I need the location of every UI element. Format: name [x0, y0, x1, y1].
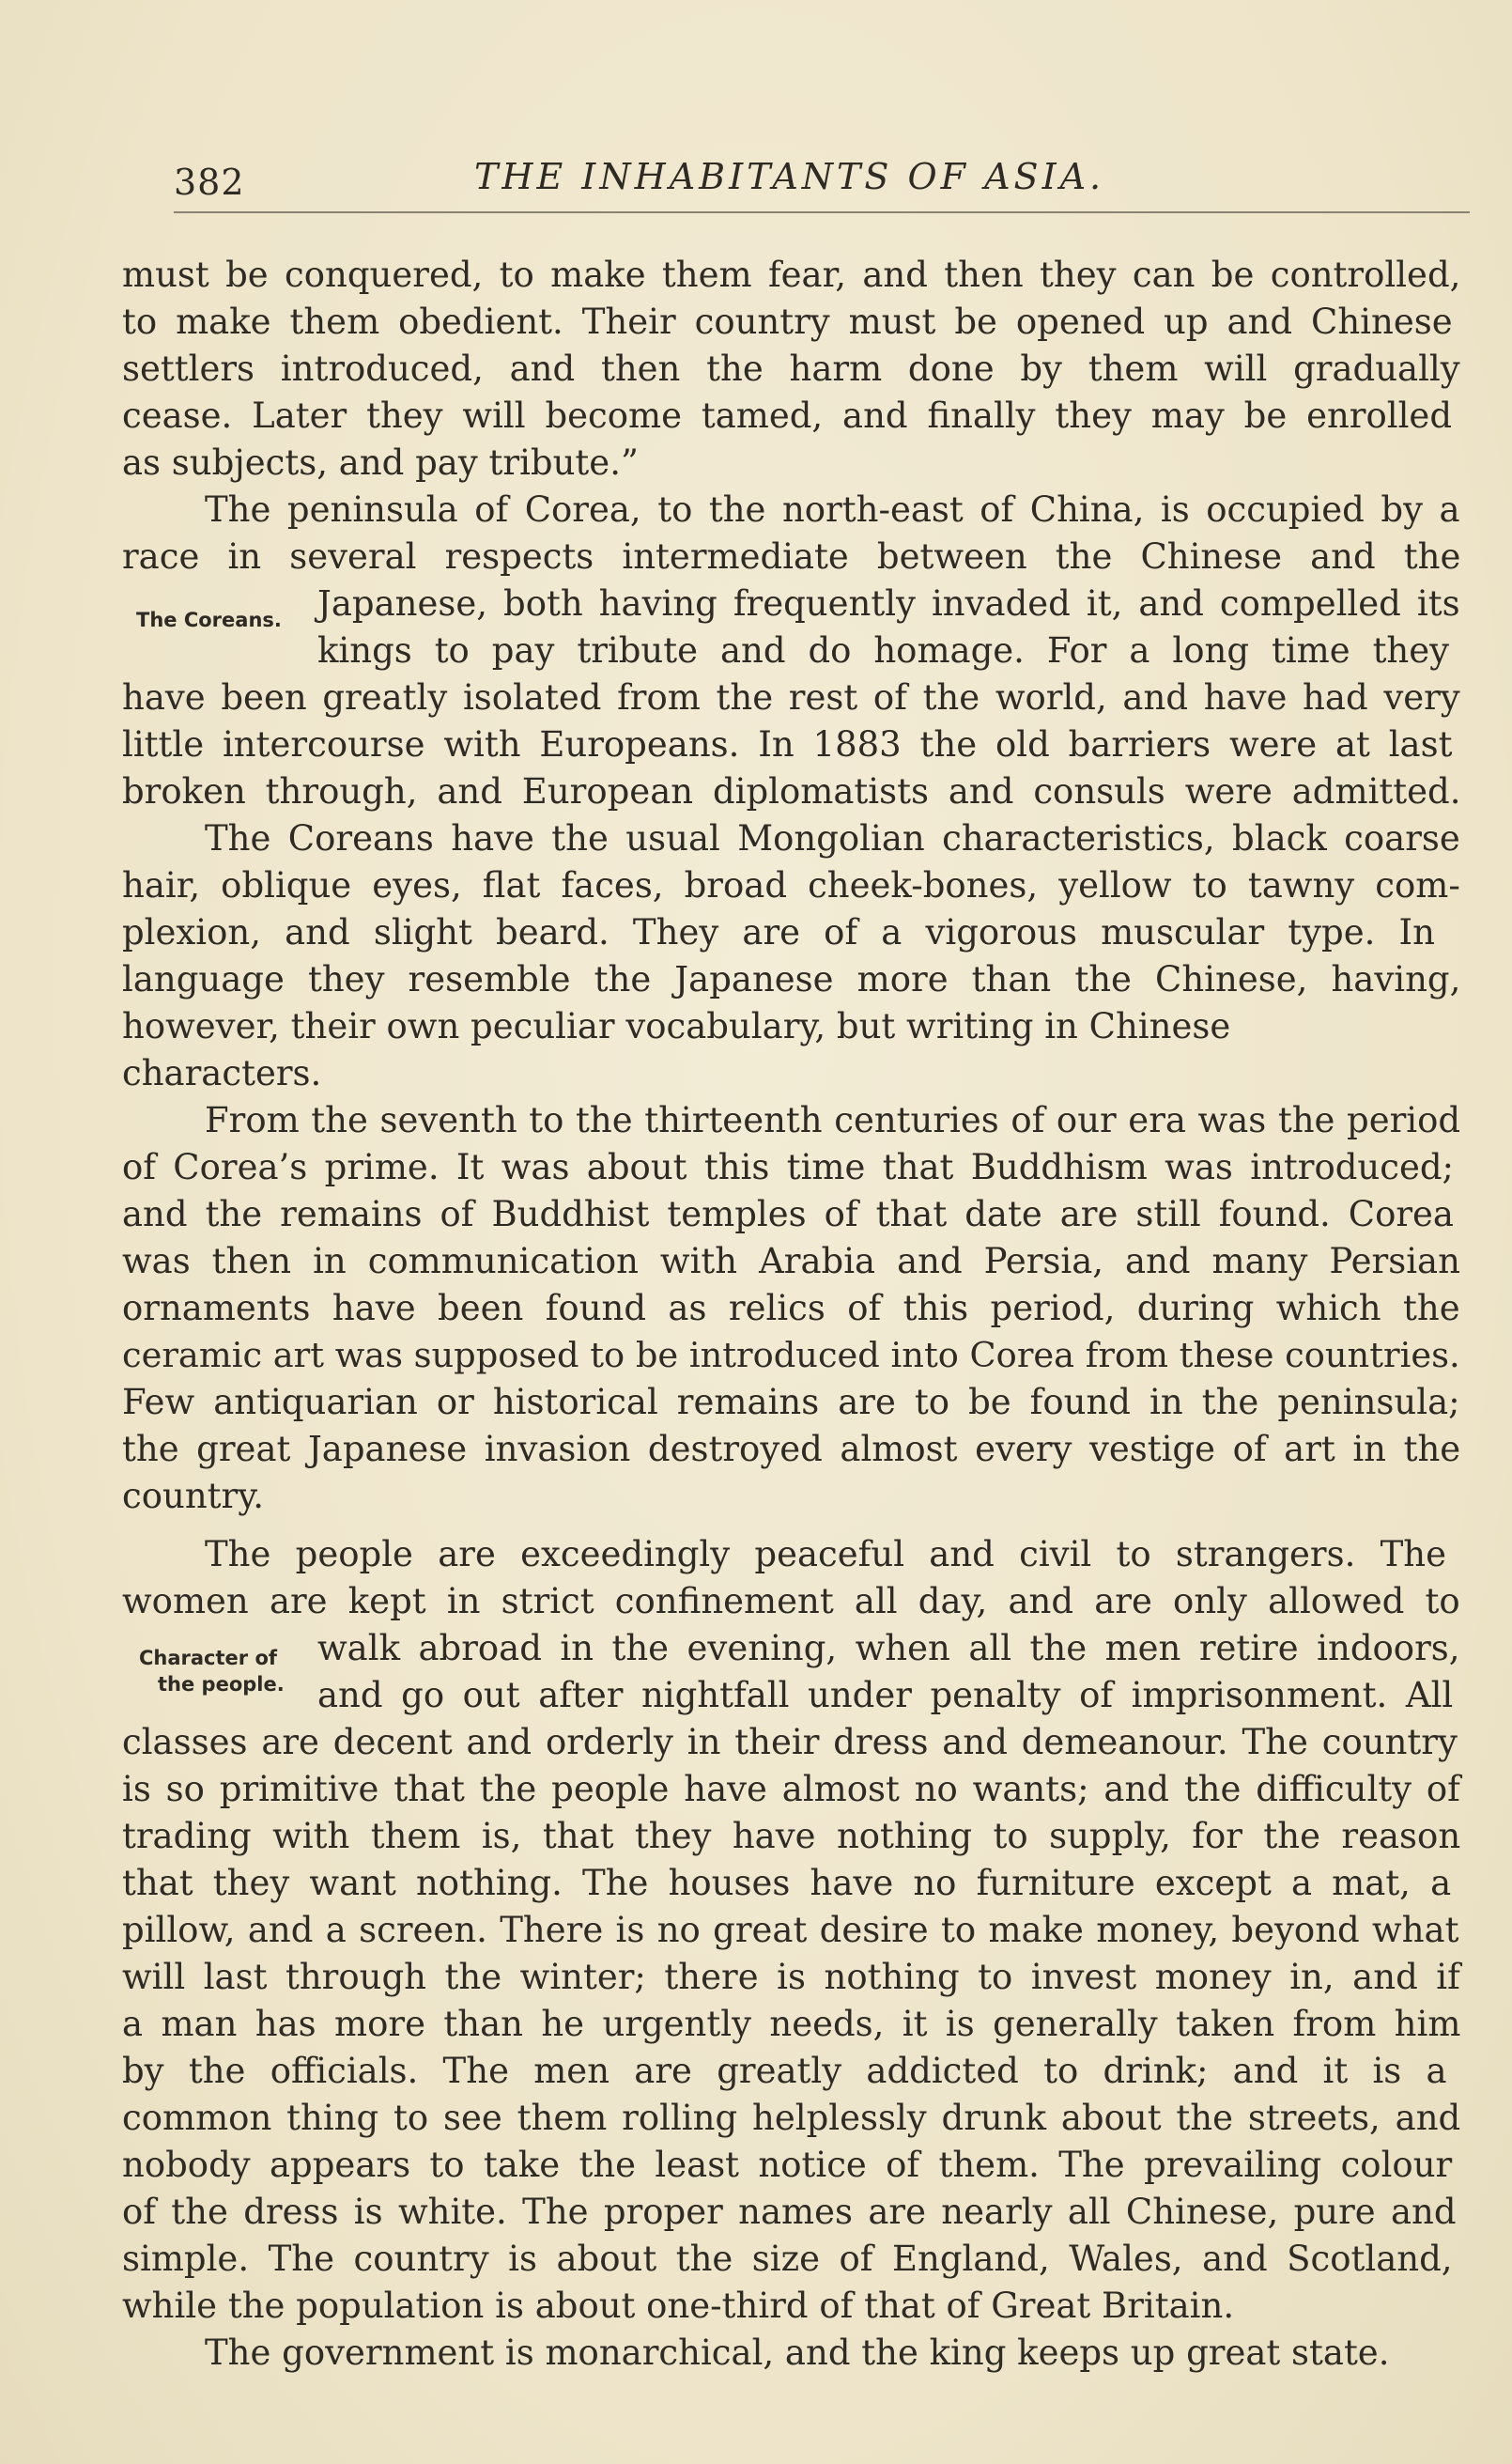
- text-line: race in several respects intermediate between the Chinese and the: [122, 536, 1461, 577]
- text-line: trading with them is, that they have nothing to supply, for the reason: [122, 1816, 1461, 1856]
- text-line: by the officials. The men are greatly addicted to drink; and it is a: [122, 2051, 1447, 2091]
- running-title: THE INHABITANTS OF ASIA.: [474, 156, 1105, 197]
- text-line: will last through the winter; there is nothing to invest money in, and if: [122, 1957, 1460, 1997]
- sidenote-the-coreans: The Coreans.: [136, 609, 282, 631]
- text-line: a man has more than he urgently needs, it is generally taken from him: [122, 2004, 1461, 2044]
- text-line: plexion, and slight beard. They are of a vigorous muscular type. In: [122, 912, 1435, 953]
- text-line: ornaments have been found as relics of this period, during which the: [122, 1288, 1460, 1328]
- text-line: as subjects, and pay tribute.”: [122, 442, 639, 483]
- text-line: Few antiquarian or historical remains are to be found in the peninsula;: [122, 1382, 1460, 1422]
- text-line: The government is monarchical, and the king keeps up great state.: [205, 2332, 1390, 2373]
- text-line: The people are exceedingly peaceful and civil to strangers. The: [205, 1534, 1447, 1574]
- text-line: was then in communication with Arabia and Persia, and many Persian: [122, 1241, 1460, 1281]
- text-line: that they want nothing. The houses have no furniture except a mat, a: [122, 1863, 1452, 1903]
- text-line: cease. Later they will become tamed, and finally they may be enrolled: [122, 395, 1453, 436]
- text-line: settlers introduced, and then the harm done by them will gradually: [122, 349, 1460, 389]
- text-line: of the dress is white. The proper names are nearly all Chinese, pure and: [122, 2192, 1457, 2232]
- text-line: The Coreans have the usual Mongolian characteristics, black coarse: [205, 818, 1460, 859]
- text-line: language they resemble the Japanese more than the Chinese, having,: [122, 959, 1461, 1000]
- text-line: kings to pay tribute and do homage. For a long time they: [317, 630, 1450, 671]
- text-line: however, their own peculiar vocabulary, but writing in Chinese: [122, 1006, 1231, 1046]
- text-line: Japanese, both having frequently invaded it, and compelled its: [317, 583, 1460, 624]
- text-line: broken through, and European diplomatists and consuls were admitted.: [122, 771, 1461, 812]
- sidenote-the-people: the people.: [158, 1673, 285, 1696]
- text-line: nobody appears to take the least notice of them. The prevailing colour: [122, 2145, 1453, 2185]
- text-line: hair, oblique eyes, flat faces, broad cheek-bones, yellow to tawny com-: [122, 865, 1460, 906]
- text-line: while the population is about one-third of that of Great Britain.: [122, 2286, 1235, 2326]
- text-line: classes are decent and orderly in their dress and demeanour. The country: [122, 1722, 1458, 1762]
- text-line: characters.: [122, 1053, 322, 1093]
- text-line: little intercourse with Europeans. In 1883 the old barriers were at last: [122, 724, 1453, 765]
- text-line: and go out after nightfall under penalty of imprisonment. All: [317, 1675, 1454, 1715]
- text-line: have been greatly isolated from the rest of the world, and have had very: [122, 677, 1460, 718]
- page-header: [174, 150, 1470, 207]
- text-line: to make them obedient. Their country must be opened up and Chinese: [122, 302, 1453, 342]
- text-line: the great Japanese invasion destroyed almost every vestige of art in the: [122, 1429, 1461, 1469]
- text-line: must be conquered, to make them fear, and then they can be controlled,: [122, 255, 1461, 295]
- header-rule: [174, 211, 1470, 213]
- text-line: ceramic art was supposed to be introduced into Corea from these countries.: [122, 1335, 1460, 1375]
- text-line: country.: [122, 1476, 264, 1516]
- text-line: walk abroad in the evening, when all the men retire indoors,: [317, 1628, 1460, 1668]
- page-number: 382: [174, 162, 245, 203]
- text-line: is so primitive that the people have almost no wants; and the difficulty of: [122, 1769, 1460, 1809]
- text-line: pillow, and a screen. There is no great desire to make money, beyond what: [122, 1910, 1459, 1950]
- text-line: of Corea’s prime. It was about this time that Buddhism was introduced;: [122, 1147, 1455, 1187]
- text-line: and the remains of Buddhist temples of that date are still found. Corea: [122, 1194, 1454, 1234]
- text-line: simple. The country is about the size of England, Wales, and Scotland,: [122, 2239, 1453, 2279]
- text-line: The peninsula of Corea, to the north-east of China, is occupied by a: [205, 489, 1460, 530]
- sidenote-character-of: Character of: [139, 1647, 278, 1669]
- text-line: women are kept in strict confinement all day, and are only allowed to: [122, 1581, 1460, 1621]
- text-line: From the seventh to the thirteenth centuries of our era was the period: [205, 1100, 1461, 1140]
- text-line: common thing to see them rolling helplessly drunk about the streets, and: [122, 2098, 1461, 2138]
